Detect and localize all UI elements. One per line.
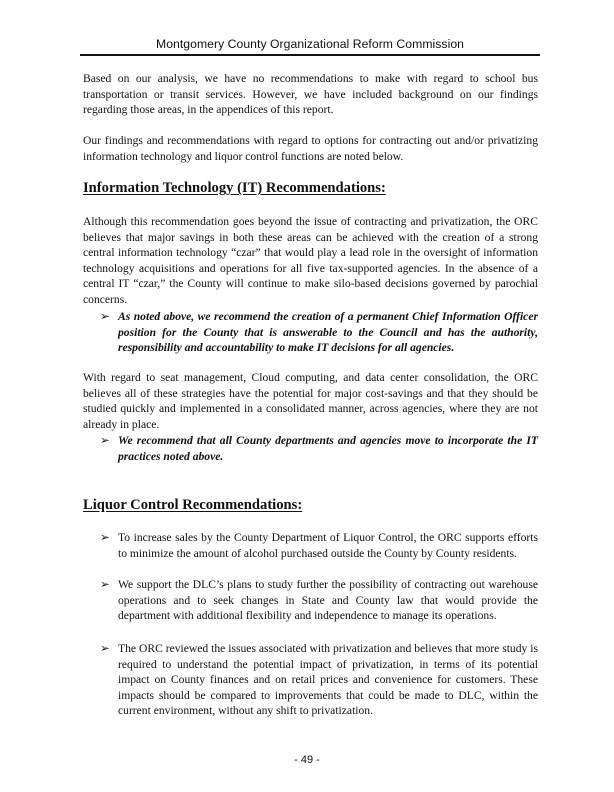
it-paragraph-1: Although this recommendation goes beyond the issue of contracting and privatization, the ORC believes that major savings in both these areas can be achieved with the creation of a strong central information technology “czar” that would play a lead role in the oversight of information technology acquisitions and operations for all five tax-supported agencies. In the absence of a central IT “czar,” the County will continue to make silo-based decisions governed by parochial concerns. [83,215,538,306]
arrow-bullet-icon: ➢ [100,530,110,544]
liquor-bullet-2 [100,577,538,624]
it-bullet-1 [100,309,538,356]
it-bullet-2-text: We recommend that all County departments and agencies move to incorporate the IT practices noted above. [118,434,538,463]
arrow-bullet-icon: ➢ [100,433,110,447]
it-bullet-2 [100,433,538,464]
arrow-bullet-icon: ➢ [100,309,110,323]
page-number: - 49 - [294,754,320,766]
arrow-bullet-icon: ➢ [100,577,110,591]
header-rule [80,54,540,56]
liquor-section-heading: Liquor Control Recommendations: [83,497,303,513]
it-bullet-1-text: As noted above, we recommend the creation of a permanent Chief Information Officer position for the County that is answerable to the Council and has the authority, responsibility and accountability to make IT decisions for all agencies. [118,310,538,355]
arrow-bullet-icon: ➢ [100,641,110,655]
intro-paragraph-1: Based on our analysis, we have no recommendations to make with regard to school bus transportation or transit services. However, we have included background on our findings regarding those areas, in the appendices of this report. [83,72,538,117]
it-section-heading: Information Technology (IT) Recommendations: [83,180,386,196]
liquor-bullet-1 [100,530,538,561]
running-header: Montgomery County Organizational Reform Commission [156,37,464,51]
liquor-bullet-1-text: To increase sales by the County Department of Liquor Control, the ORC supports efforts to minimize the amount of alcohol purchased outside the County by County residents. [118,531,538,560]
liquor-bullet-3-text: The ORC reviewed the issues associated with privatization and believes that more study is required to understand the potential impact of privatization, in terms of its potential impact on County finances and on retail prices and convenience for customers. These impacts should be compared to improvements that could be made to DLC, within the current environment, without any shift to privatization. [118,642,538,718]
liquor-bullet-2-text: We support the DLC’s plans to study further the possibility of contracting out warehouse operations and to seek changes in State and County law that would provide the department with additional flexibility and independence to manage its operations. [118,578,538,623]
intro-paragraph-2: Our findings and recommendations with regard to options for contracting out and/or privatizing information technology and liquor control functions are noted below. [83,134,538,163]
liquor-bullet-3 [100,641,538,719]
it-paragraph-2: With regard to seat management, Cloud computing, and data center consolidation, the ORC believes all of these strategies have the potential for major cost-savings and that they should be studied quickly and implemented in a consolidated manner, across agencies, where they are not already in place. [83,371,538,431]
